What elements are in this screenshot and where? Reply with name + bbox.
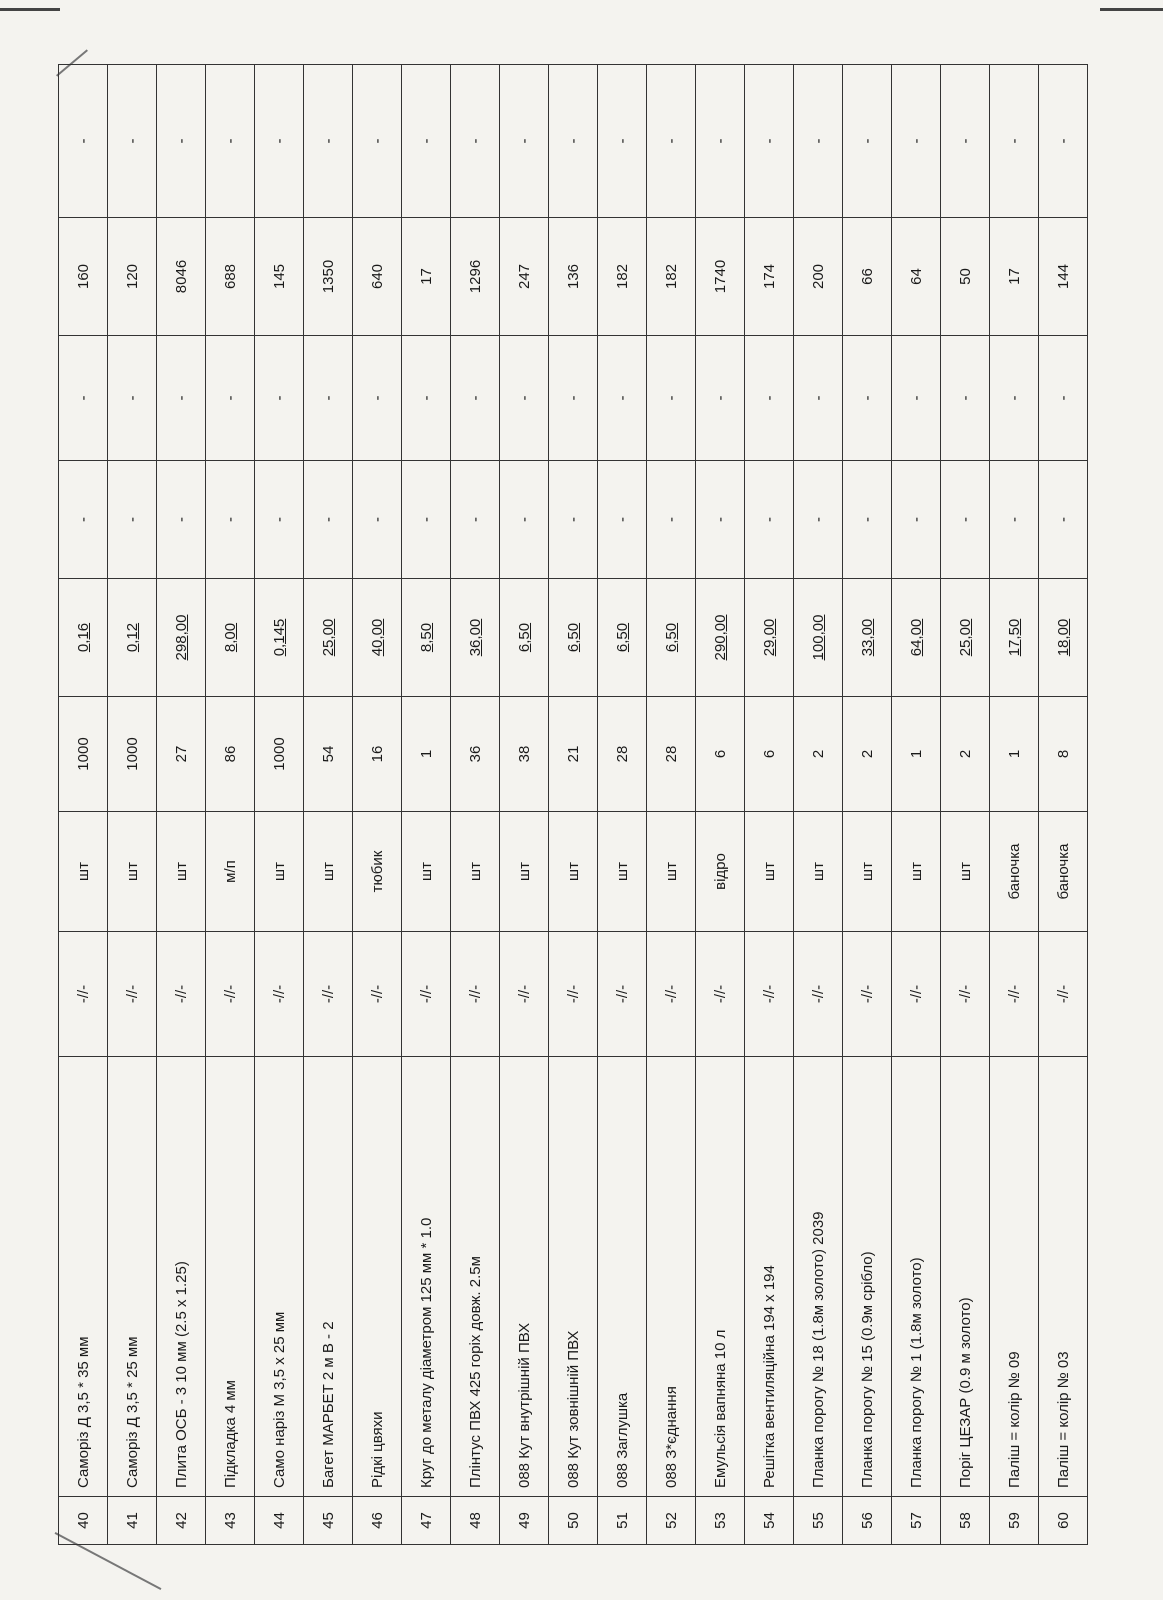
empty-cell: -: [255, 65, 304, 218]
item-name: Саморіз Д 3,5 * 35 мм: [59, 1057, 108, 1497]
empty-cell: -: [745, 65, 794, 218]
total-amount: 174: [745, 218, 794, 336]
unit-price: [108, 579, 157, 697]
empty-cell: -: [353, 336, 402, 461]
empty-cell: -: [451, 65, 500, 218]
unit-price: [647, 579, 696, 697]
unit-price: [745, 579, 794, 697]
ditto-mark: -//-: [157, 932, 206, 1057]
empty-cell: -: [990, 461, 1039, 579]
empty-cell: -: [108, 65, 157, 218]
empty-cell: -: [206, 65, 255, 218]
ditto-mark: -//-: [843, 932, 892, 1057]
unit-price: [892, 579, 941, 697]
empty-cell: -: [892, 461, 941, 579]
row-number: 43: [206, 1497, 255, 1545]
unit-price: [794, 579, 843, 697]
row-number: 56: [843, 1497, 892, 1545]
empty-cell: -: [1039, 65, 1088, 218]
item-name: Решітка вентиляційна 194 х 194: [745, 1057, 794, 1497]
empty-cell: -: [157, 65, 206, 218]
quantity: 28: [647, 697, 696, 812]
total-amount: 640: [353, 218, 402, 336]
quantity: 27: [157, 697, 206, 812]
total-amount: 136: [549, 218, 598, 336]
quantity: 2: [941, 697, 990, 812]
unit: шт: [598, 812, 647, 932]
row-number: 47: [402, 1497, 451, 1545]
ditto-mark: -//-: [59, 932, 108, 1057]
total-amount: 1740: [696, 218, 745, 336]
unit-price-value: 6,50: [564, 622, 582, 653]
unit: шт: [549, 812, 598, 932]
total-amount: 144: [1039, 218, 1088, 336]
empty-cell: -: [500, 336, 549, 461]
total-amount: 64: [892, 218, 941, 336]
empty-cell: -: [549, 461, 598, 579]
unit-price-value: 40,00: [368, 618, 386, 657]
table-row: [451, 65, 500, 1545]
table-row: [941, 65, 990, 1545]
rotated-document: [58, 65, 1088, 1545]
empty-cell: -: [402, 461, 451, 579]
total-amount: 1296: [451, 218, 500, 336]
row-number: 41: [108, 1497, 157, 1545]
table-row: [108, 65, 157, 1545]
unit-price-value: 29,00: [760, 618, 778, 657]
quantity: 1000: [108, 697, 157, 812]
ditto-mark: -//-: [108, 932, 157, 1057]
unit-price-value: 25,00: [956, 618, 974, 657]
quantity: 1: [892, 697, 941, 812]
unit-price-value: 6,50: [662, 622, 680, 653]
unit-price-value: 18,00: [1054, 618, 1072, 657]
unit-price: [353, 579, 402, 697]
unit: шт: [451, 812, 500, 932]
empty-cell: -: [59, 461, 108, 579]
table-row: [500, 65, 549, 1545]
table-row: [598, 65, 647, 1545]
row-number: 50: [549, 1497, 598, 1545]
unit-price: [990, 579, 1039, 697]
item-name: Само наріз М 3,5 х 25 мм: [255, 1057, 304, 1497]
table-row: [353, 65, 402, 1545]
unit: шт: [59, 812, 108, 932]
scan-edge-line: [0, 8, 60, 11]
item-name: Планка порогу № 1 (1.8м золото): [892, 1057, 941, 1497]
total-amount: 160: [59, 218, 108, 336]
total-amount: 1350: [304, 218, 353, 336]
quantity: 16: [353, 697, 402, 812]
unit-price: [500, 579, 549, 697]
empty-cell: -: [255, 461, 304, 579]
table-row: [59, 65, 108, 1545]
unit: баночка: [1039, 812, 1088, 932]
quantity: 36: [451, 697, 500, 812]
empty-cell: -: [696, 461, 745, 579]
ditto-mark: -//-: [304, 932, 353, 1057]
unit-price-value: 33,00: [858, 618, 876, 657]
quantity: 28: [598, 697, 647, 812]
row-number: 48: [451, 1497, 500, 1545]
table-row: [990, 65, 1039, 1545]
table-row: [647, 65, 696, 1545]
total-amount: 182: [598, 218, 647, 336]
empty-cell: -: [843, 65, 892, 218]
item-name: Круг до металу діаметром 125 мм * 1.0: [402, 1057, 451, 1497]
unit: шт: [500, 812, 549, 932]
empty-cell: -: [402, 336, 451, 461]
empty-cell: -: [990, 65, 1039, 218]
total-amount: 247: [500, 218, 549, 336]
empty-cell: -: [59, 336, 108, 461]
unit-price: [157, 579, 206, 697]
unit-price-value: 298,00: [172, 614, 190, 661]
item-name: Планка порогу № 15 (0.9м срібло): [843, 1057, 892, 1497]
empty-cell: -: [157, 461, 206, 579]
ditto-mark: -//-: [353, 932, 402, 1057]
unit: шт: [647, 812, 696, 932]
ditto-mark: -//-: [598, 932, 647, 1057]
table-row: [304, 65, 353, 1545]
empty-cell: -: [745, 461, 794, 579]
empty-cell: -: [598, 65, 647, 218]
quantity: 6: [745, 697, 794, 812]
total-amount: 66: [843, 218, 892, 336]
row-number: 49: [500, 1497, 549, 1545]
unit: шт: [108, 812, 157, 932]
quantity: 2: [843, 697, 892, 812]
table-row: [745, 65, 794, 1545]
ditto-mark: -//-: [500, 932, 549, 1057]
unit-price: [206, 579, 255, 697]
unit-price: [304, 579, 353, 697]
table-row: [206, 65, 255, 1545]
total-amount: 688: [206, 218, 255, 336]
empty-cell: -: [353, 461, 402, 579]
unit-price: [402, 579, 451, 697]
ditto-mark: -//-: [990, 932, 1039, 1057]
unit-price-value: 6,50: [613, 622, 631, 653]
total-amount: 8046: [157, 218, 206, 336]
empty-cell: -: [1039, 336, 1088, 461]
empty-cell: -: [598, 336, 647, 461]
empty-cell: -: [500, 461, 549, 579]
item-name: 088 З*єднання: [647, 1057, 696, 1497]
empty-cell: -: [843, 461, 892, 579]
table-row: [892, 65, 941, 1545]
empty-cell: -: [1039, 461, 1088, 579]
empty-cell: -: [696, 336, 745, 461]
unit-price: [549, 579, 598, 697]
table-row: [794, 65, 843, 1545]
quantity: 1000: [255, 697, 304, 812]
ditto-mark: -//-: [696, 932, 745, 1057]
quantity: 6: [696, 697, 745, 812]
unit: шт: [843, 812, 892, 932]
unit-price: [1039, 579, 1088, 697]
total-amount: 17: [990, 218, 1039, 336]
quantity: 38: [500, 697, 549, 812]
item-name: Плінтус ПВХ 425 горіх довж. 2.5м: [451, 1057, 500, 1497]
empty-cell: -: [745, 336, 794, 461]
empty-cell: -: [59, 65, 108, 218]
table-row: [255, 65, 304, 1545]
table-row: [696, 65, 745, 1545]
empty-cell: -: [941, 461, 990, 579]
empty-cell: -: [108, 461, 157, 579]
quantity: 8: [1039, 697, 1088, 812]
unit: шт: [892, 812, 941, 932]
empty-cell: -: [647, 336, 696, 461]
item-name: 088 Кут зовнішній ПВХ: [549, 1057, 598, 1497]
unit-price-value: 36,00: [466, 618, 484, 657]
unit-price: [59, 579, 108, 697]
row-number: 52: [647, 1497, 696, 1545]
empty-cell: -: [255, 336, 304, 461]
empty-cell: -: [549, 65, 598, 218]
item-name: Підкладка 4 мм: [206, 1057, 255, 1497]
empty-cell: -: [304, 461, 353, 579]
quantity: 21: [549, 697, 598, 812]
unit-price-value: 0,12: [123, 622, 141, 653]
item-name: 088 Заглушка: [598, 1057, 647, 1497]
item-name: Поріг ЦЕЗАР (0.9 м золото): [941, 1057, 990, 1497]
unit-price-value: 0,145: [270, 618, 288, 657]
empty-cell: -: [941, 65, 990, 218]
quantity: 2: [794, 697, 843, 812]
scan-edge-line: [1100, 8, 1163, 11]
row-number: 42: [157, 1497, 206, 1545]
unit: шт: [794, 812, 843, 932]
unit: шт: [941, 812, 990, 932]
empty-cell: -: [892, 336, 941, 461]
empty-cell: -: [941, 336, 990, 461]
unit-price-value: 8,50: [417, 622, 435, 653]
unit-price: [941, 579, 990, 697]
unit: баночка: [990, 812, 1039, 932]
row-number: 51: [598, 1497, 647, 1545]
empty-cell: -: [353, 65, 402, 218]
total-amount: 50: [941, 218, 990, 336]
item-name: Планка порогу № 18 (1.8м золото) 2039: [794, 1057, 843, 1497]
empty-cell: -: [451, 336, 500, 461]
empty-cell: -: [108, 336, 157, 461]
unit: шт: [255, 812, 304, 932]
ditto-mark: -//-: [892, 932, 941, 1057]
empty-cell: -: [794, 336, 843, 461]
empty-cell: -: [451, 461, 500, 579]
empty-cell: -: [696, 65, 745, 218]
unit: шт: [157, 812, 206, 932]
ditto-mark: -//-: [402, 932, 451, 1057]
materials-table: [58, 64, 1088, 1545]
empty-cell: -: [500, 65, 549, 218]
ditto-mark: -//-: [1039, 932, 1088, 1057]
empty-cell: -: [794, 461, 843, 579]
row-number: 58: [941, 1497, 990, 1545]
ditto-mark: -//-: [255, 932, 304, 1057]
quantity: 1: [990, 697, 1039, 812]
total-amount: 17: [402, 218, 451, 336]
empty-cell: -: [206, 461, 255, 579]
empty-cell: -: [549, 336, 598, 461]
unit: тюбик: [353, 812, 402, 932]
unit-price-value: 8,00: [221, 622, 239, 653]
ditto-mark: -//-: [745, 932, 794, 1057]
item-name: Саморіз Д 3,5 * 25 мм: [108, 1057, 157, 1497]
quantity: 86: [206, 697, 255, 812]
row-number: 57: [892, 1497, 941, 1545]
empty-cell: -: [598, 461, 647, 579]
row-number: 55: [794, 1497, 843, 1545]
unit: м/п: [206, 812, 255, 932]
total-amount: 120: [108, 218, 157, 336]
table-row: [549, 65, 598, 1545]
quantity: 1000: [59, 697, 108, 812]
unit-price-value: 6,50: [515, 622, 533, 653]
empty-cell: -: [794, 65, 843, 218]
total-amount: 145: [255, 218, 304, 336]
ditto-mark: -//-: [206, 932, 255, 1057]
row-number: 46: [353, 1497, 402, 1545]
unit-price: [255, 579, 304, 697]
table-row: [402, 65, 451, 1545]
item-name: Паліш = колір № 03: [1039, 1057, 1088, 1497]
empty-cell: -: [402, 65, 451, 218]
quantity: 54: [304, 697, 353, 812]
unit-price-value: 64,00: [907, 618, 925, 657]
table-row: [1039, 65, 1088, 1545]
unit: відро: [696, 812, 745, 932]
empty-cell: -: [843, 336, 892, 461]
row-number: 45: [304, 1497, 353, 1545]
empty-cell: -: [304, 65, 353, 218]
row-number: 44: [255, 1497, 304, 1545]
unit-price-value: 290,00: [711, 614, 729, 661]
unit-price-value: 0,16: [74, 622, 92, 653]
empty-cell: -: [206, 336, 255, 461]
item-name: 088 Кут внутрішній ПВХ: [500, 1057, 549, 1497]
item-name: Паліш = колір № 09: [990, 1057, 1039, 1497]
table-row: [157, 65, 206, 1545]
empty-cell: -: [304, 336, 353, 461]
unit: шт: [402, 812, 451, 932]
empty-cell: -: [892, 65, 941, 218]
ditto-mark: -//-: [794, 932, 843, 1057]
unit-price: [843, 579, 892, 697]
row-number: 40: [59, 1497, 108, 1545]
table-body: [59, 65, 1088, 1545]
total-amount: 200: [794, 218, 843, 336]
item-name: Рідкі цвяхи: [353, 1057, 402, 1497]
unit: шт: [745, 812, 794, 932]
unit-price-value: 17,50: [1005, 618, 1023, 657]
item-name: Емульсія вапняна 10 л: [696, 1057, 745, 1497]
quantity: 1: [402, 697, 451, 812]
unit-price-value: 25,00: [319, 618, 337, 657]
unit-price: [451, 579, 500, 697]
empty-cell: -: [990, 336, 1039, 461]
unit-price: [696, 579, 745, 697]
empty-cell: -: [647, 461, 696, 579]
unit-price: [598, 579, 647, 697]
item-name: Багет МАРБЕТ 2 м В - 2: [304, 1057, 353, 1497]
row-number: 59: [990, 1497, 1039, 1545]
table-row: [843, 65, 892, 1545]
row-number: 60: [1039, 1497, 1088, 1545]
row-number: 54: [745, 1497, 794, 1545]
ditto-mark: -//-: [647, 932, 696, 1057]
total-amount: 182: [647, 218, 696, 336]
row-number: 53: [696, 1497, 745, 1545]
empty-cell: -: [647, 65, 696, 218]
empty-cell: -: [157, 336, 206, 461]
item-name: Плита ОСБ - 3 10 мм (2.5 х 1.25): [157, 1057, 206, 1497]
ditto-mark: -//-: [941, 932, 990, 1057]
ditto-mark: -//-: [549, 932, 598, 1057]
unit-price-value: 100,00: [809, 614, 827, 661]
ditto-mark: -//-: [451, 932, 500, 1057]
unit: шт: [304, 812, 353, 932]
